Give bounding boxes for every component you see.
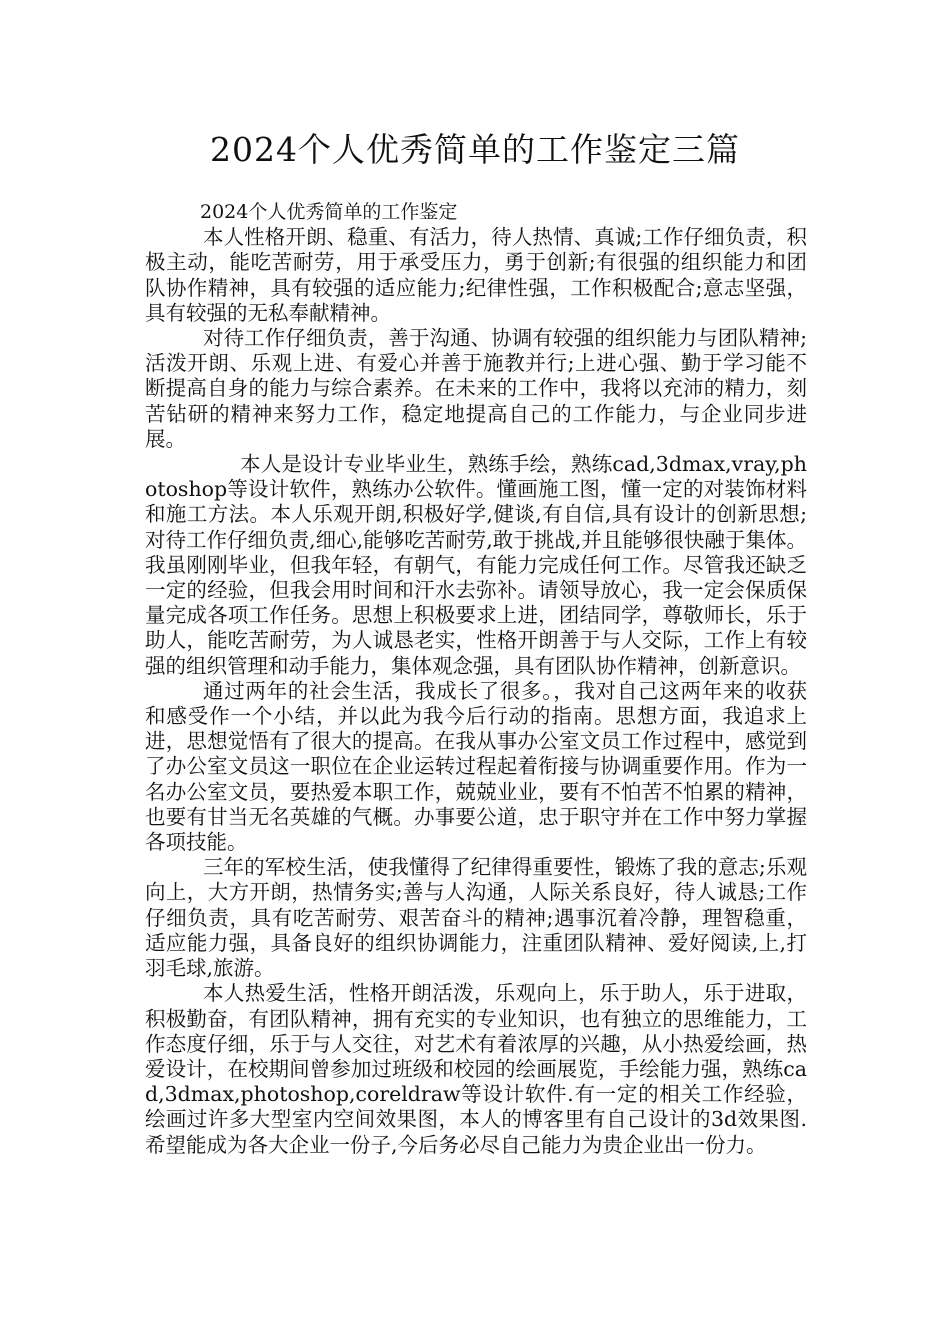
section-heading: 2024个人优秀简单的工作鉴定 [200, 201, 458, 223]
document-body [145, 200, 807, 1158]
paragraph-5: 三年的军校生活，使我懂得了纪律得重要性，锻炼了我的意志;乐观向上，大方开朗，热情务实;善与人沟通，人际关系良好，待人诚恳;工作仔细负责，具有吃苦耐劳、艰苦奋斗的精神;遇事沉着冷静，理智稳重，适应能力强，具备良好的组织协调能力，注重团队精神、爱好阅读,上,打羽毛球,旅游。 [145, 855, 807, 981]
paragraph-3: 本人是设计专业毕业生，熟练手绘，熟练cad,3dmax,vray,photoshop等设计软件，熟练办公软件。懂画施工图，懂一定的对装饰材料和施工方法。本人乐观开朗,积极好学,健谈,有自信,具有设计的创新思想;对待工作仔细负责,细心,能够吃苦耐劳,敢于挑战,并且能够很快融于集体。我虽刚刚毕业，但我年轻，有朝气，有能力完成任何工作。尽管我还缺乏一定的经验，但我会用时间和汗水去弥补。请领导放心，我一定会保质保量完成各项工作任务。思想上积极要求上进，团结同学，尊敬师长，乐于助人，能吃苦耐劳，为人诚恳老实，性格开朗善于与人交际，工作上有较强的组织管理和动手能力，集体观念强，具有团队协作精神，创新意识。 [145, 452, 807, 678]
document-title: 2024个人优秀简单的工作鉴定三篇 [210, 130, 740, 169]
paragraph-4: 通过两年的社会生活，我成长了很多。，我对自己这两年来的收获和感受作一个小结，并以此为我今后行动的指南。思想方面，我追求上进，思想觉悟有了很大的提高。在我从事办公室文员工作过程中，感觉到了办公室文员这一职位在企业运转过程起着衔接与协调重要作用。作为一名办公室文员，要热爱本职工作，兢兢业业，要有不怕苦不怕累的精神，也要有甘当无名英雄的气概。办事要公道，忠于职守并在工作中努力掌握各项技能。 [145, 678, 807, 855]
paragraph-6: 本人热爱生活，性格开朗活泼，乐观向上，乐于助人，乐于进取，积极勤奋，有团队精神，拥有充实的专业知识，也有独立的思维能力，工作态度仔细，乐于与人交往，对艺术有着浓厚的兴趣，从小热爱绘画，热爱设计，在校期间曾参加过班级和校园的绘画展览，手绘能力强，熟练cad,3dmax,photoshop,coreldraw等设计软件.有一定的相关工作经验，绘画过许多大型室内空间效果图，本人的博客里有自己设计的3d效果图.希望能成为各大企业一份子,今后务必尽自己能力为贵企业出一份力。 [145, 981, 807, 1157]
paragraph-2: 对待工作仔细负责，善于沟通、协调有较强的组织能力与团队精神;活泼开朗、乐观上进、有爱心并善于施教并行;上进心强、勤于学习能不断提高自身的能力与综合素养。在未来的工作中，我将以充沛的精力，刻苦钻研的精神来努力工作，稳定地提高自己的工作能力，与企业同步进展。 [145, 326, 807, 451]
paragraph-1: 本人性格开朗、稳重、有活力，待人热情、真诚;工作仔细负责，积极主动，能吃苦耐劳，用于承受压力，勇于创新;有很强的组织能力和团队协作精神，具有较强的适应能力;纪律性强，工作积极配合;意志坚强，具有较强的无私奉献精神。 [145, 225, 807, 325]
